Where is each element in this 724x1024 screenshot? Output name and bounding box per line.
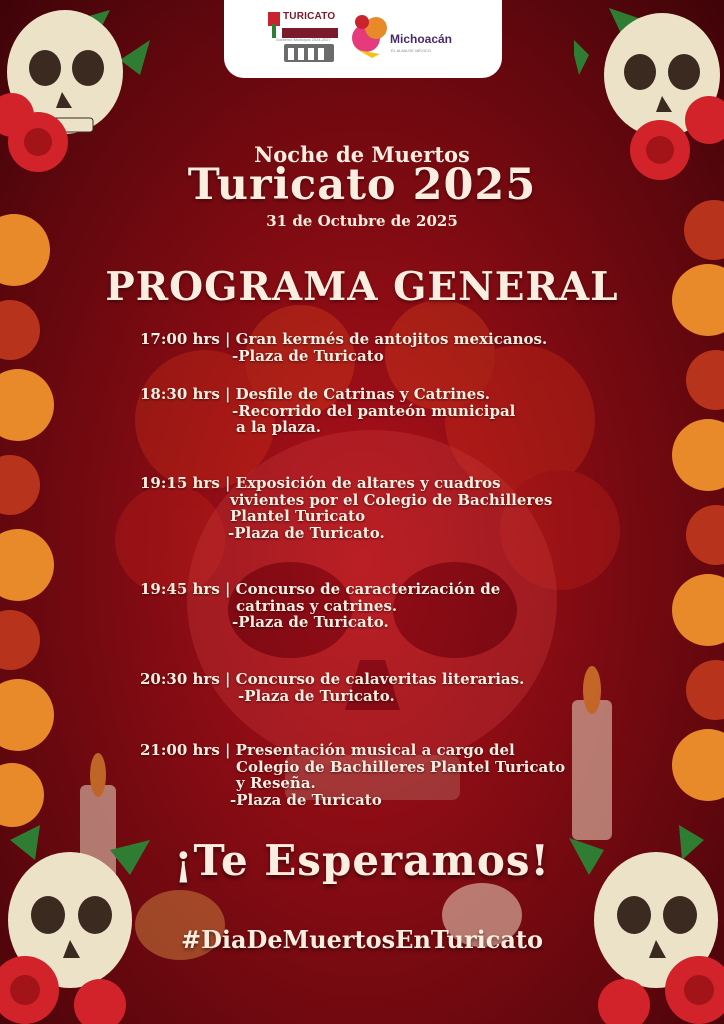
event-line: 17:00 hrs | Gran kermés de antojitos mexicanos. — [140, 330, 548, 348]
event-line: Colegio de Bachilleres Plantel Turicato — [236, 757, 566, 776]
event-line: catrinas y catrines. — [236, 596, 398, 615]
event-line: -Plaza de Turicato — [232, 346, 384, 365]
program-event-2 — [140, 386, 515, 436]
turicato-logo-tagline: Gobierno Municipal 2024-2027 — [276, 37, 331, 42]
event-line: 19:15 hrs | Exposición de altares y cuadros — [140, 474, 501, 492]
event-line: 20:30 hrs | Concurso de calaveritas literarias. — [140, 670, 525, 688]
event-line: -Plaza de Turicato. — [228, 523, 385, 542]
program-event-5 — [140, 671, 524, 704]
event-line: y Reseña. — [236, 774, 316, 792]
event-line: 18:30 hrs | Desfile de Catrinas y Catrines. — [140, 385, 491, 403]
event-line: -Plaza de Turicato — [230, 790, 382, 809]
program-event-1 — [140, 331, 547, 364]
michoacan-emblem-icon — [350, 10, 390, 60]
event-line: 21:00 hrs | Presentación musical a cargo del — [140, 741, 515, 759]
program-event-4 — [140, 581, 500, 631]
event-line: Plantel Turicato — [230, 507, 366, 525]
event-line: -Plaza de Turicato. — [238, 686, 395, 705]
event-title: Turicato 2025 — [187, 160, 537, 210]
event-subtitle: Noche de Muertos — [254, 142, 470, 167]
program-event-3 — [140, 475, 552, 541]
event-line: 19:45 hrs | Concurso de caracterización de — [140, 580, 501, 598]
event-line: vivientes por el Colegio de Bachilleres — [230, 490, 553, 509]
call-to-action: ¡Te Esperamos! — [174, 836, 550, 885]
event-line: -Recorrido del panteón municipal — [232, 401, 516, 420]
michoacan-logo — [350, 10, 466, 60]
event-line: -Plaza de Turicato. — [232, 613, 389, 631]
event-date: 31 de Octubre de 2025 — [266, 212, 458, 230]
michoacan-logo-tagline: EL ALMA DE MÉXICO — [391, 48, 431, 53]
program-heading: PROGRAMA GENERAL — [105, 264, 619, 310]
turicato-logo-wordmark: TURICATO — [283, 11, 336, 22]
program-event-6 — [140, 742, 565, 808]
michoacan-logo-wordmark: Michoacán — [390, 32, 453, 46]
turicato-logo — [266, 10, 340, 68]
hashtag: #DiaDeMuertosEnTuricato — [180, 925, 544, 954]
event-line: a la plaza. — [236, 418, 321, 436]
